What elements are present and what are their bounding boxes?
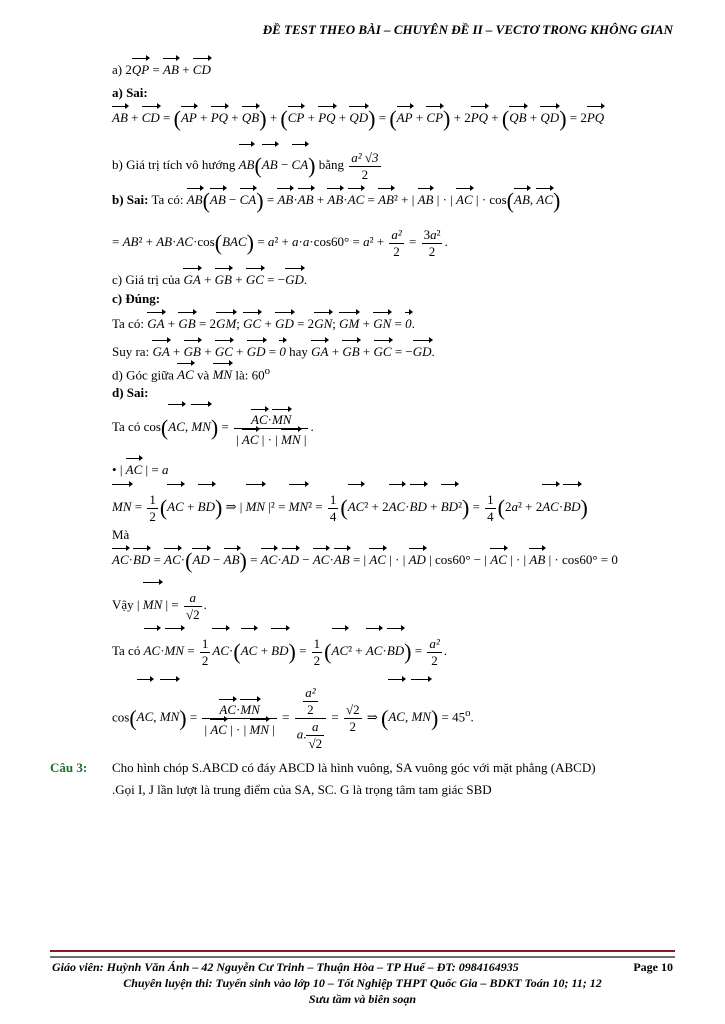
answer-d-ma-label: Mà <box>112 527 130 542</box>
page-number: Page 10 <box>633 960 673 974</box>
page-header-title: ĐỀ TEST THEO BÀI – CHUYÊN ĐỀ II – VECTƠ TRONG KHÔNG GIAN <box>262 22 673 37</box>
answer-d-label: d) Sai: <box>112 385 149 400</box>
answer-c-line2: Suy ra: GA + GB + GC + GD = 0 hay GA + GB + GC = −GD. <box>112 340 435 361</box>
footer-teacher-info: Giáo viên: Huỳnh Văn Ánh – 42 Nguyễn Cư Trinh – Thuận Hòa – TP Huế – ĐT: 0984164935 Page 10 <box>52 960 673 974</box>
answer-c-line1: Ta có: GA + GB = 2GM; GC + GD = 2GN; GM + GN = 0. <box>112 312 415 333</box>
answer-d-mn-length: Vậy | MN | = $\frac{a}{√2}$ . <box>112 582 207 625</box>
answer-d-ac-bd: AC·BD = AC·(AD − AB) = AC·AD − AC·AB = | AC | · | AD | cos60° − | AC | · | AB | · cos60° = 0 <box>112 548 618 574</box>
answer-b-line2: = AB² + AB·AC·cos(BAC) = a² + a·a·cos60° = a² + $\frac{\text{a²}}{2}$ = $\frac{\text{3a²}}{2}$ . <box>112 226 448 259</box>
question-3-line1: Cho hình chóp S.ABCD có đáy ABCD là hình vuông, SA vuông góc với mặt phẳng (ABCD) <box>112 760 596 775</box>
question-3-line2: .Gọi I, J lần lượt là trung điểm của SA, SC. G là trọng tâm tam giác SBD <box>112 782 492 797</box>
statement-c: c) Giá trị của GA + GB + GC = −GD. <box>112 268 307 289</box>
question-3-label: Câu 3: <box>50 760 88 775</box>
footer-divider <box>50 950 675 958</box>
answer-b-line1: b) Sai: Ta có: AB(AB − CA) = AB·AB + AB·AC = AB² + | AB | · | AC | · cos(AB, AC) <box>112 188 561 214</box>
statement-a: a) 2QP = AB + CD <box>112 58 211 79</box>
footer-course-info: Chuyên luyện thi: Tuyển sinh vào lớp 10 – Tốt Nghiệp THPT Quốc Gia – BDKT Toán 10; 11; 12 <box>123 976 602 990</box>
answer-c-label: c) Đúng: <box>112 291 161 306</box>
answer-d-final: cos(AC, MN) = $\frac{AC\cdot MN}{| AC | \cdot | MN |}$ = $\frac{\text{a²}}{2}$ a. $\frac{a}{√2}$ = $\frac{√2}{2}$ ⇒ (AC, $MN) = 45^o$. <box>112 678 474 752</box>
answer-a-equation: AB + CD = (AP + PQ + QB) + (CP + PQ + QD) = (AP + CP) + 2PQ + (QB + QD) = 2PQ <box>112 106 605 132</box>
answer-d-cos-def: Ta có cos(AC, MN) = $\frac{AC\cdot MN}{| AC | \cdot | MN |}$ . <box>112 404 314 448</box>
answer-d-ac-mn: Ta có AC·MN = $\frac{1}{2}$ AC·(AC + BD) = $\frac{1}{2}$ (AC² + AC·BD) = $\frac{\text{a²}}{2}$ . <box>112 628 447 671</box>
answer-d-mn-expr: MN = $\frac{1}{2}$ (AC + BD) ⇒ | MN |² = MN² = $\frac{1}{4}$ (AC² + 2AC·BD + BD²) = $\frac{1}{4}$ (2a² + 2AC·BD) <box>112 484 588 527</box>
statement-d: d) Góc giữa AC và MN là: 60$^o$ <box>112 365 270 383</box>
answer-d-ac-length: • | AC | = a <box>112 458 168 479</box>
statement-b: b) Giá trị tích vô hướng AB(AB − CA) bằng $\frac{\text{a² √3}}{2}$ <box>112 144 383 183</box>
footer-compiled: Sưu tầm và biên soạn <box>308 992 417 1006</box>
answer-a-label: a) Sai: <box>112 85 148 100</box>
